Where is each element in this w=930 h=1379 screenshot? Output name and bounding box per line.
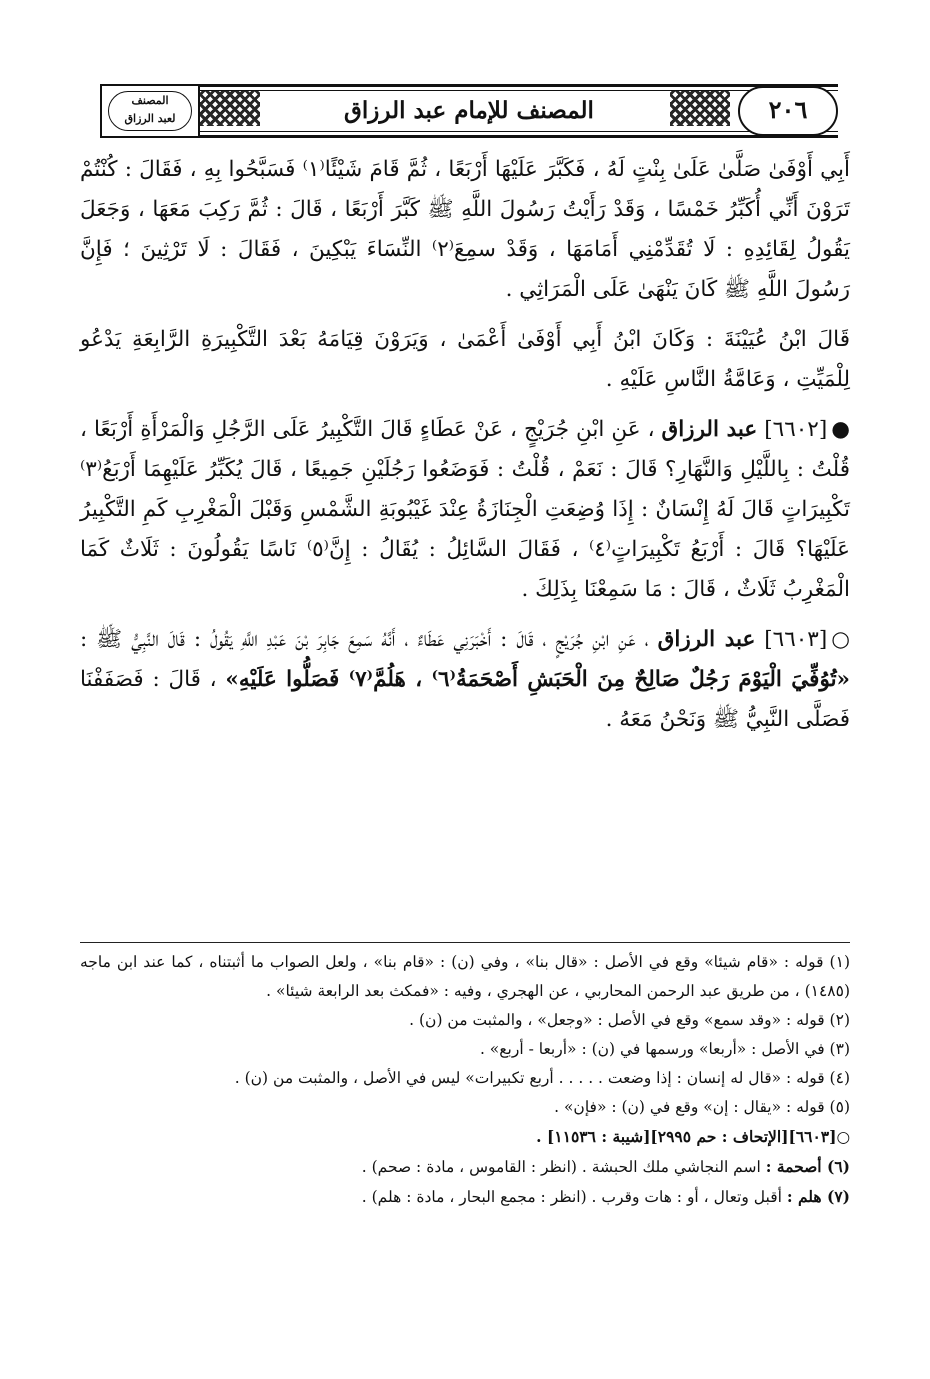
seal-text-1: المصنف [131, 94, 169, 107]
main-text [80, 150, 850, 750]
footnote-7 [80, 1182, 850, 1212]
ornament-right [670, 90, 730, 126]
author-name: عبد الرزاق [657, 627, 756, 652]
running-header [100, 84, 838, 138]
footnote-text: (٥) قوله : «يقال : إن» وقع في (ن) : «فإن» . [554, 1098, 850, 1116]
page-number: ٢٠٦ [738, 86, 838, 136]
footnote-text: اسم النجاشي ملك الحبشة . (انظر : القاموس ، مادة : صحم) . [361, 1158, 761, 1176]
footnote-6 [80, 1152, 850, 1182]
hadith-number: [٦٦٠٣] [764, 627, 828, 652]
footnotes [80, 948, 850, 1212]
footnote-text: (٣) في الأصل : «أربعا» ورسمها في (ن) : «أربعا - أربع» . [479, 1040, 850, 1058]
prophetic-quote: «تُوُفِّيَ الْيَوْمَ رَجُلٌ صَالِحٌ مِنَ الْحَبَشِ أَصْحَمَةُ⁽٦⁾ ، هَلُمَّ⁽٧⁾ فَصَلُّوا عَلَيْهِ» [225, 667, 850, 692]
author-name: عبد الرزاق [661, 417, 758, 442]
ornament-left [200, 90, 260, 126]
hadith-text-end: ، قَالَ : فَصَفَفْنَا فَصَلَّى النَّبِيُّ ﷺ وَنَحْنُ مَعَهُ . [80, 667, 850, 732]
hadith-number: [٦٦٠٢] [764, 417, 828, 442]
book-title: المصنف للإمام عبد الرزاق [275, 93, 663, 129]
seal-text-2: لعبد الرزاق [124, 112, 176, 125]
hadith-text: ، عَنِ ابْنِ جُرَيْجٍ ، عَنْ عَطَاءٍ قَالَ التَّكْبِيرُ عَلَى الرَّجُلِ وَالْمَرْأَةِ أَرْبَعًا ، قُلْتُ : بِاللَّيْلِ وَالنَّهَارِ؟ قَالَ : نَعَمْ ، قُلْتُ : فَوَضَعُوا رَجُلَيْنِ جَمِيعًا ، قَالَ يُكَبِّرُ عَلَيْهِمَا أَرْبَعُ⁽٣⁾ تَكْبِيرَاتٍ قَالَ لَهُ إِنْسَانٌ : إِذَا وُضِعَتِ الْجِنَازَةُ عِنْدَ غَيْبُوبَةِ الشَّمْسِ وَقَبْلَ الْمَغْرِبِ كَمِ التَّكْبِيرُ عَلَيْهَا؟ قَالَ : أَرْبَعُ تَكْبِيرَاتٍ⁽٤⁾ ، فَقَالَ السَّائِلُ : يُقَالُ : إِنَّ⁽٥⁾ نَاسًا يَقُولُونَ : ثَلَاثٌ كَمَا الْمَغْرِبُ ثَلَاثٌ ، قَالَ : مَا سَمِعْنَا بِذَلِكَ . [80, 417, 851, 602]
title-seal [100, 84, 200, 138]
footnote-text: أقبل وتعال ، أو : هات وقرب . (انظر : مجمع البحار ، مادة : هلم) . [361, 1188, 782, 1206]
footnote-2 [80, 1006, 850, 1035]
open-circle-icon: ○ [831, 627, 850, 652]
paragraph-text: أَبِي أَوْفَىٰ صَلَّىٰ عَلَىٰ بِنْتٍ لَهُ ، فَكَبَّرَ عَلَيْهَا أَرْبَعًا ، ثُمَّ قَامَ شَيْئًا⁽١⁾ فَسَبَّحُوا بِهِ ، فَقَالَ : كُنْتُمْ تَرَوْنَ أَنِّي أُكَبِّرُ خَمْسًا ، وَقَدْ رَأَيْتُ رَسُولَ اللَّهِ ﷺ كَبَّرَ أَرْبَعًا ، قَالَ : ثُمَّ رَكِبَ مَعَهَا ، وَجَعَلَ يَقُولُ لِقَائِدِهِ : لَا تُقَدِّمْنِي أَمَامَهَا ، وَقَدْ سمِعَ⁽٢⁾ النِّسَاءَ يَبْكِينَ ، فَقَالَ : لَا تَرْثِينَ ؛ فَإِنَّ رَسُولَ اللَّهِ ﷺ كَانَ يَنْهَىٰ عَلَى الْمَرَاثِي . [80, 157, 851, 302]
hadith-6603 [80, 620, 850, 740]
seal-emblem [108, 91, 192, 131]
footnote-5 [80, 1093, 850, 1122]
footnote-text: (٤) قوله : «قال له إنسان : إذا وضعت . . . . . أربع تكبيرات» ليس في الأصل ، والمثبت من (ن) . [234, 1069, 850, 1087]
paragraph-2 [80, 320, 850, 400]
hadith-6602 [80, 410, 850, 610]
footnote-text: (٢) قوله : «وقد سمع» وقع في الأصل : «وجعل» ، والمثبت من (ن) . [409, 1011, 850, 1029]
footnote-text: (١) قوله : «قام شيئا» وقع في الأصل : «قال بنا» ، وفي (ن) : «قام بنا» ، ولعل الصواب ما أثبتناه ، كما عند ابن ماجه (١٤٨٥) ، من طريق عبد الرحمن المحاربي ، عن الهجري ، وفيه : «فمكث بعد الرابعة شيئا» . [80, 953, 850, 1000]
footnote-4 [80, 1064, 850, 1093]
reference-text: ○[٦٦٠٣][الإتحاف : حم ٢٩٩٥][شيبة : ١١٥٣٦] . [536, 1127, 850, 1146]
footnote-1 [80, 948, 850, 1006]
paragraph-1 [80, 150, 850, 310]
filled-circle-icon: ● [831, 417, 850, 442]
footnote-divider [80, 942, 850, 943]
source-reference [80, 1122, 850, 1152]
footnote-term: (٧) هلم : [786, 1187, 850, 1206]
footnote-term: (٦) أصحمة : [765, 1157, 850, 1176]
footnote-3 [80, 1035, 850, 1064]
paragraph-text: قَالَ ابْنُ عُيَيْنَةَ : وَكَانَ ابْنُ أَبِي أَوْفَىٰ أَعْمَىٰ ، وَيَرَوْنَ قِيَامَهُ بَعْدَ التَّكْبِيرَةِ الرَّابِعَةِ يَدْعُو لِلْمَيِّتِ ، وَعَامَّةُ النَّاسِ عَلَيْهِ . [80, 327, 850, 392]
hadith-text: ، عَنِ ابْنِ جُرَيْجٍ ، قَالَ : أَخْبَرَنِي عَطَاءٌ ، أَنَّهُ سَمِعَ جَابِرَ بْنَ عَبْدِ اللَّهِ يَقُولُ : قَالَ النَّبِيُّ ﷺ : [80, 627, 649, 652]
